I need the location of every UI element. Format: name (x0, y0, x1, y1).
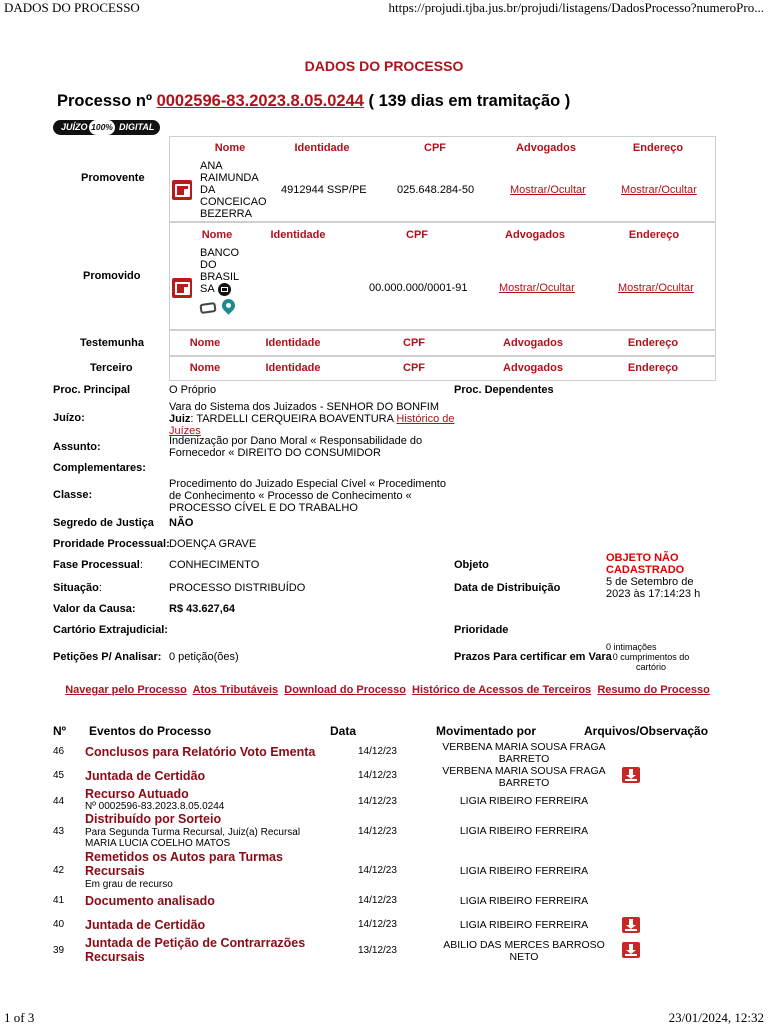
col-endereco: Endereço (627, 362, 679, 374)
situacao-value: PROCESSO DISTRIBUÍDO (169, 582, 306, 594)
resumo-processo-link[interactable]: Resumo do Processo (597, 684, 710, 696)
event-title[interactable]: Remetidos os Autos para Turmas Recursais (85, 850, 283, 878)
vara: Vara do Sistema dos Juizados - SENHOR DO BONFIM (169, 401, 439, 413)
col-nome: Nome (189, 362, 221, 374)
complementares-label: Complementares: (53, 462, 146, 474)
event-num: 39 (53, 945, 65, 956)
historico-acessos-link[interactable]: Histórico de Acessos de Terceiros (412, 684, 592, 696)
event-title[interactable]: Juntada de Petição de Contrarrazões Recursais (85, 936, 306, 964)
event-title[interactable]: Juntada de Certidão (85, 769, 206, 783)
download-file-icon[interactable] (622, 767, 640, 783)
event-subtitle: Nº 0002596-83.2023.8.05.0244 (85, 801, 225, 812)
col-identidade: Identidade (265, 337, 321, 349)
juizo-value (169, 401, 459, 437)
col-cpf: CPF (406, 229, 428, 241)
promovente-advogados-toggle[interactable]: Mostrar/Ocultar (510, 184, 586, 196)
event-num: 43 (53, 826, 65, 837)
event-date: 14/12/23 (358, 770, 397, 781)
peticoes-value: 0 petição(ões) (169, 651, 239, 663)
event-date: 14/12/23 (358, 865, 397, 876)
event-num: 45 (53, 770, 65, 781)
download-processo-link[interactable]: Download do Processo (284, 684, 406, 696)
event-date: 14/12/23 (358, 919, 397, 930)
col-endereco: Endereço (628, 229, 680, 241)
event-movimentado: VERBENA MARIA SOUSA FRAGA BARRETO (442, 765, 606, 789)
promovente-identidade: 4912944 SSP/PE (281, 184, 367, 196)
event-subtitle: Para Segunda Turma Recursal, Juiz(a) Recursal MARIA LUCIA COELHO MATOS (85, 827, 301, 849)
badge-left: JUÍZO (61, 122, 88, 132)
valor-causa-label: Valor da Causa: (53, 603, 136, 615)
event-movimentado: LIGIA RIBEIRO FERREIRA (459, 825, 589, 837)
col-advogados: Advogados (503, 337, 563, 349)
historico-juizes-link[interactable]: Histórico de Juízes (169, 413, 455, 437)
event-subtitle: Em grau de recurso (85, 879, 173, 890)
event-date: 14/12/23 (358, 746, 397, 757)
promovido-cpf: 00.000.000/0001-91 (369, 282, 468, 294)
processo-numero-link[interactable]: 0002596-83.2023.8.05.0244 (156, 92, 364, 110)
promovente-cpf: 025.648.284-50 (397, 184, 475, 196)
event-num: 46 (53, 746, 65, 757)
page-title: DADOS DO PROCESSO (304, 58, 464, 74)
email-icon[interactable] (218, 283, 231, 296)
valor-causa-value: R$ 43.627,64 (169, 603, 236, 615)
download-file-icon[interactable] (622, 917, 640, 933)
event-date: 14/12/23 (358, 796, 397, 807)
prioridade-processual-value: DOENÇA GRAVE (169, 538, 257, 550)
prazos-intimacoes: 0 intimações (606, 642, 657, 652)
situacao-label: Situação: (53, 582, 102, 594)
print-header-url: https://projudi.tjba.jus.br/projudi/listagens/DadosProcesso?numeroPro... (388, 0, 764, 15)
events-col-movimentado: Movimentado por (436, 724, 537, 738)
classe-label: Classe: (53, 489, 93, 501)
event-movimentado: ABILIO DAS MERCES BARROSO NETO (443, 939, 605, 963)
col-nome: Nome (214, 142, 246, 154)
event-movimentado: LIGIA RIBEIRO FERREIRA (459, 919, 589, 931)
event-title[interactable]: Documento analisado (85, 894, 215, 908)
assunto-label: Assunto: (53, 441, 101, 453)
col-endereco: Endereço (627, 337, 679, 349)
event-title[interactable]: Juntada de Certidão (85, 918, 206, 932)
peticoes-label: Petições P/ Analisar: (53, 651, 162, 663)
events-col-data: Data (330, 724, 357, 738)
event-date: 14/12/23 (358, 826, 397, 837)
processo-line (57, 92, 570, 111)
promovente-endereco-toggle[interactable]: Mostrar/Ocultar (621, 184, 697, 196)
juizo-label: Juízo: (53, 412, 85, 424)
event-title[interactable]: Conclusos para Relatório Voto Ementa (85, 745, 316, 759)
download-file-icon[interactable] (622, 942, 640, 958)
proc-dependentes-label: Proc. Dependentes (454, 384, 554, 396)
col-nome: Nome (201, 229, 233, 241)
event-num: 42 (53, 865, 65, 876)
col-cpf: CPF (424, 142, 446, 154)
col-nome: Nome (189, 337, 221, 349)
event-date: 13/12/23 (358, 945, 397, 956)
events-col-arquivos: Arquivos/Observação (584, 724, 709, 738)
events-col-num: Nº (53, 724, 67, 738)
cartorio-label: Cartório Extrajudicial: (53, 624, 168, 636)
data-distribuicao-label: Data de Distribuição (454, 582, 561, 594)
promovente-label: Promovente (81, 172, 145, 184)
event-num: 44 (53, 796, 65, 807)
event-title[interactable]: Recurso Autuado (85, 787, 189, 801)
prioridade-processual-label: Proridade Processual: (53, 538, 170, 550)
col-cpf: CPF (403, 337, 425, 349)
print-footer-datetime: 23/01/2024, 12:32 (668, 1010, 764, 1024)
event-movimentado: LIGIA RIBEIRO FERREIRA (459, 865, 589, 877)
prioridade-label: Prioridade (454, 624, 509, 636)
promovido-endereco-toggle[interactable]: Mostrar/Ocultar (618, 282, 694, 294)
id-card-icon[interactable] (172, 278, 192, 298)
fase-value: CONHECIMENTO (169, 559, 260, 571)
id-card-icon[interactable] (172, 180, 192, 200)
col-identidade: Identidade (265, 362, 321, 374)
event-movimentado: VERBENA MARIA SOUSA FRAGA BARRETO (442, 741, 606, 765)
juiz-label: Juiz (169, 413, 191, 425)
prazos-label: Prazos Para certificar em Vara (454, 651, 612, 663)
col-advogados: Advogados (503, 362, 563, 374)
proc-principal-label: Proc. Principal (53, 384, 131, 396)
testemunha-label: Testemunha (80, 337, 144, 349)
promovido-advogados-toggle[interactable]: Mostrar/Ocultar (499, 282, 575, 294)
print-footer-page: 1 of 3 (4, 1010, 35, 1024)
data-distribuicao-value: 5 de Setembro de 2023 às 17:14:23 h (606, 576, 701, 600)
col-advogados: Advogados (505, 229, 565, 241)
promovente-nome: ANA RAIMUNDA DA CONCEICAO BEZERRA (200, 160, 267, 220)
prazos-cumprimentos: 0 cumprimentos do cartório (612, 652, 690, 672)
col-cpf: CPF (403, 362, 425, 374)
objeto-label: Objeto (454, 559, 489, 571)
proc-principal-value: O Próprio (169, 384, 217, 396)
juiz-nome: : TARDELLI CERQUEIRA BOAVENTURA (190, 413, 397, 425)
atos-tributaveis-link[interactable]: Atos Tributáveis (192, 684, 279, 696)
navegar-processo-link[interactable]: Navegar pelo Processo (65, 684, 187, 696)
assunto-value: Indenização por Dano Moral « Responsabilidade do Fornecedor « DIREITO DO CONSUMIDOR (169, 435, 423, 459)
promovido-label: Promovido (83, 270, 141, 282)
segredo-value: NÃO (169, 517, 194, 529)
event-movimentado: LIGIA RIBEIRO FERREIRA (459, 895, 589, 907)
processo-label: Processo nº (57, 92, 157, 110)
promovido-nome: BANCO DO BRASIL SA (200, 247, 240, 295)
badge-right: DIGITAL (119, 122, 155, 132)
event-title[interactable]: Distribuído por Sorteio (85, 812, 222, 826)
print-header-title: DADOS DO PROCESSO (4, 0, 140, 15)
terceiro-label: Terceiro (90, 362, 133, 374)
process-nav-links (60, 684, 715, 697)
event-movimentado: LIGIA RIBEIRO FERREIRA (459, 795, 589, 807)
col-identidade: Identidade (294, 142, 350, 154)
classe-value: Procedimento do Juizado Especial Cível « Procedimento de Conhecimento « Processo de Conhecimento « PROCESSO CÍVEL E DO TRABALHO (169, 478, 446, 514)
segredo-label: Segredo de Justiça (53, 517, 154, 529)
fase-label: Fase Processual: (53, 559, 143, 571)
event-num: 40 (53, 919, 65, 930)
event-num: 41 (53, 895, 65, 906)
event-date: 14/12/23 (358, 895, 397, 906)
col-advogados: Advogados (516, 142, 576, 154)
col-identidade: Identidade (270, 229, 326, 241)
juizo-100-digital-badge (53, 120, 160, 135)
col-endereco: Endereço (632, 142, 684, 154)
processo-tramitacao: ( 139 dias em tramitação ) (363, 92, 571, 110)
badge-center: 100% (89, 120, 115, 135)
events-col-eventos: Eventos do Processo (89, 724, 212, 738)
objeto-value: OBJETO NÃO CADASTRADO (606, 552, 685, 576)
